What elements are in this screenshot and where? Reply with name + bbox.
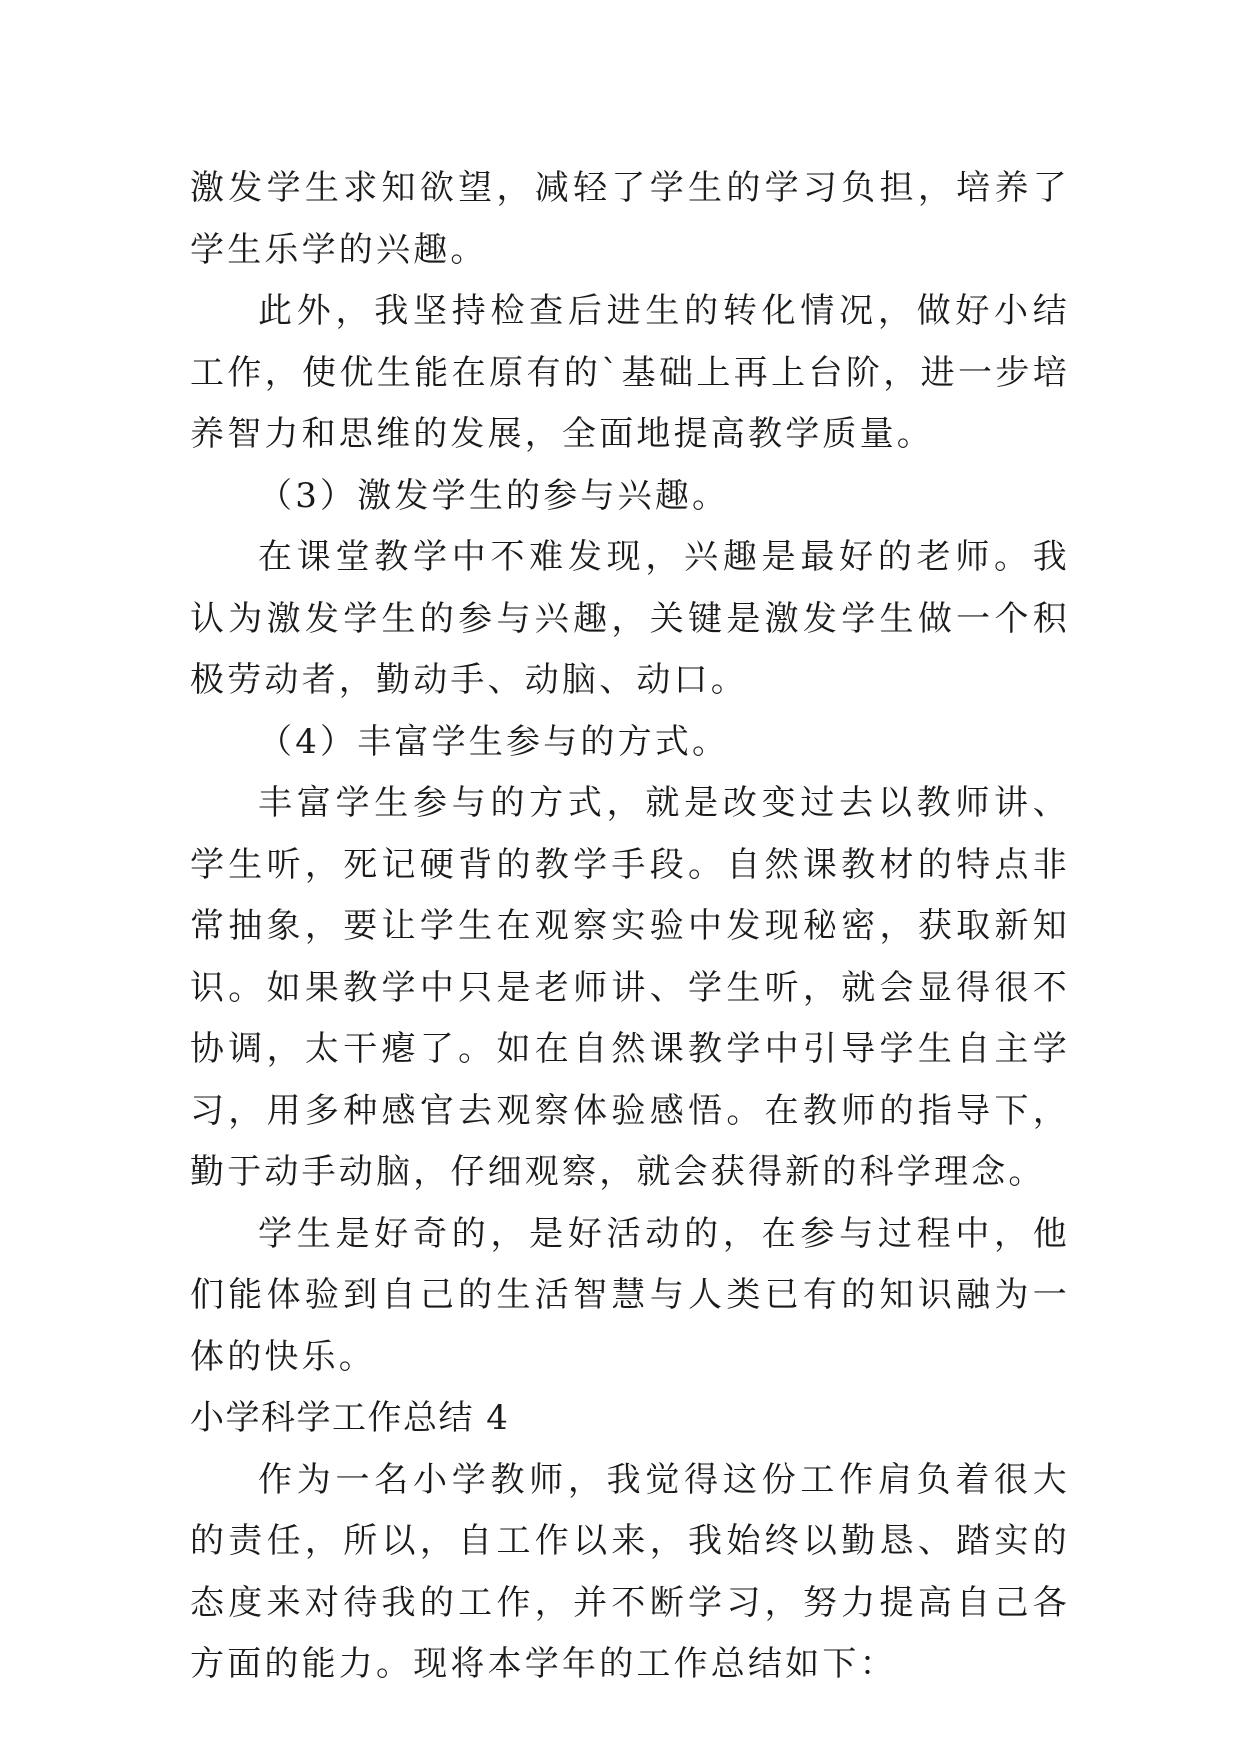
paragraph-teacher-responsibility: 作为一名小学教师，我觉得这份工作肩负着很大的责任，所以，自工作以来，我始终以勤恳、踏实的态度来对待我的工作，并不断学习，努力提高自己各方面的能力。现将本学年的工作总结如下：	[190, 1459, 1070, 1684]
paragraph-continuation: 激发学生求知欲望，减轻了学生的学习负担，培养了学生乐学的兴趣。	[190, 168, 1070, 270]
paragraph-interest-teacher: 在课堂教学中不难发现，兴趣是最好的老师。我认为激发学生的参与兴趣，关键是激发学生做一个积极劳动者，勤动手、动脑、动口。	[190, 537, 1070, 700]
paragraph-underachiever-progress: 此外，我坚持检查后进生的转化情况，做好小结工作，使优生能在原有的`基础上再上台阶，进一步培养智力和思维的发展，全面地提高教学质量。	[190, 291, 1070, 454]
subheading-participation-interest: （3）激发学生的参与兴趣。	[258, 475, 730, 516]
paragraph-student-curiosity: 学生是好奇的，是好活动的，在参与过程中，他们能体验到自己的生活智慧与人类已有的知识融为一体的快乐。	[190, 1213, 1070, 1377]
paragraph-participation-methods: 丰富学生参与的方式，就是改变过去以教师讲、学生听，死记硬背的教学手段。自然课教材的特点非常抽象，要让学生在观察实验中发现秘密，获取新知识。如果教学中只是老师讲、学生听，就会显得很不协调，太干瘪了。如在自然课教学中引导学生自主学习，用多种感官去观察体验感悟。在教师的指导下，勤于动手动脑，仔细观察，就会获得新的科学理念。	[190, 783, 1070, 1192]
document-body	[190, 158, 1070, 1696]
section-heading: 小学科学工作总结 4	[190, 1398, 510, 1438]
subheading-participation-methods: （4）丰富学生参与的方式。	[258, 721, 730, 762]
